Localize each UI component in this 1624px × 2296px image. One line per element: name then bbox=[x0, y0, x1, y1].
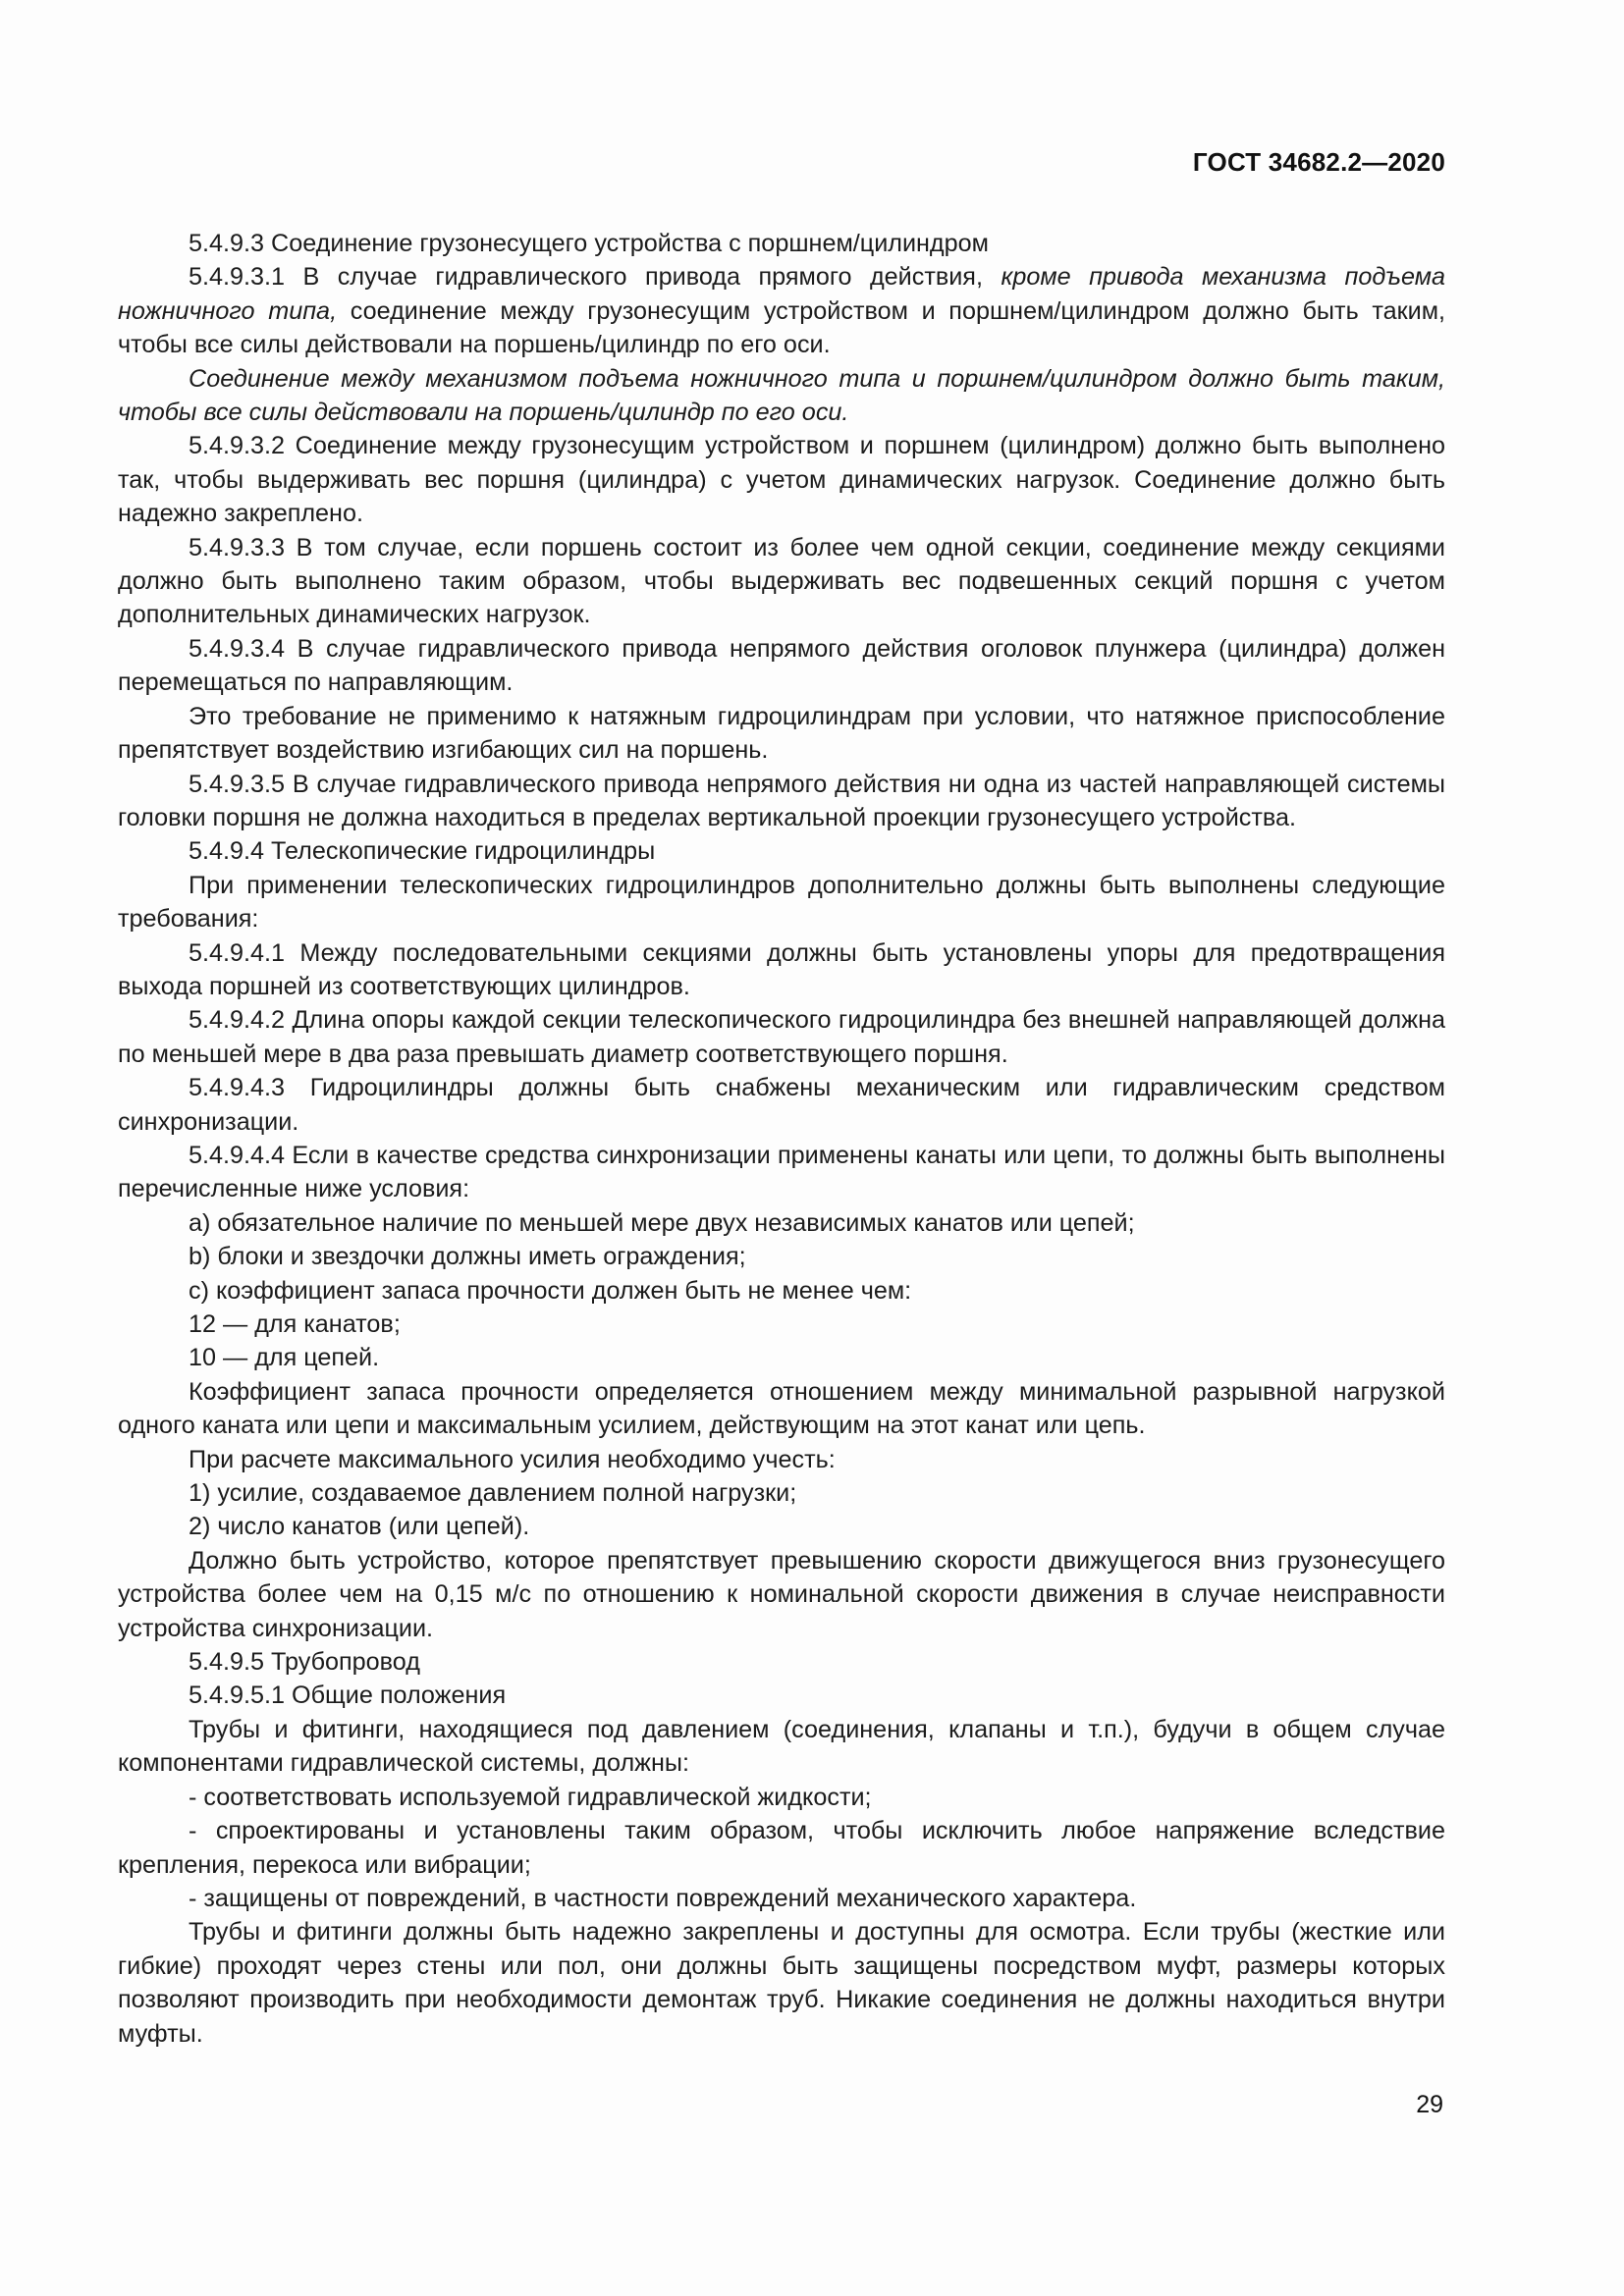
paragraph: 5.4.9.3 Соединение грузонесущего устройства с поршнем/цилиндром bbox=[189, 230, 989, 257]
list-item: b) блоки и звездочки должны иметь ограждения; bbox=[189, 1243, 746, 1271]
paragraph: 5.4.9.3.2 Соединение между грузонесущим устройством и поршнем (цилиндром) должно быть выполнено так, чтобы выдерживать вес поршня (цилиндра) с учетом динамических нагрузок. Соединение должно быть надежно закреплено. bbox=[118, 432, 1445, 528]
list-item: - защищены от повреждений, в частности повреждений механического характера. bbox=[189, 1884, 1137, 1912]
paragraph: Трубы и фитинги должны быть надежно закреплены и доступны для осмотра. Если трубы (жесткие или гибкие) проходят через стены или пол, они должны быть защищены посредством муфт, размеры которых позволяют производить при необходимости демонтаж труб. Никакие соединения не должны находиться внутри муфты. bbox=[118, 1918, 1445, 2048]
paragraph-part-italic: кроме привода механизма подъема ножничного типа, bbox=[118, 263, 1445, 325]
list-item: 2) число канатов (или цепей). bbox=[189, 1513, 530, 1541]
paragraph-part: 5.4.9.3.1 В случае гидравлического привода прямого действия, bbox=[189, 263, 1001, 292]
list-item: 10 — для цепей. bbox=[189, 1344, 380, 1372]
section-heading: 5.4.9.5 Трубопровод bbox=[189, 1648, 420, 1677]
paragraph: Трубы и фитинги, находящиеся под давлением (соединения, клапаны и т.п.), будучи в общем случае компонентами гидравлической системы, должны: bbox=[118, 1715, 1445, 1778]
document-code: ГОСТ 34682.2—2020 bbox=[1192, 147, 1445, 177]
list-item: 1) усилие, создаваемое давлением полной нагрузки; bbox=[189, 1479, 797, 1508]
paragraph: При расчете максимального усилия необходимо учесть: bbox=[189, 1445, 836, 1473]
paragraph: Это требование не применимо к натяжным гидроцилиндрам при условии, что натяжное приспособление препятствует воздействию изгибающих сил на поршень. bbox=[118, 702, 1445, 765]
paragraph: 5.4.9.4.3 Гидроцилиндры должны быть снабжены механическим или гидравлическим средством синхронизации. bbox=[118, 1074, 1445, 1136]
list-item: a) обязательное наличие по меньшей мере двух независимых канатов или цепей; bbox=[189, 1208, 1135, 1237]
list-item: 12 — для канатов; bbox=[189, 1310, 401, 1338]
paragraph-italic: Соединение между механизмом подъема ножничного типа и поршнем/цилиндром должно быть таким, чтобы все силы действовали на поршень/цилиндр по его оси. bbox=[118, 364, 1445, 427]
paragraph: 5.4.9.3.4 В случае гидравлического привода непрямого действия оголовок плунжера (цилиндра) должен перемещаться по направляющим. bbox=[118, 634, 1445, 697]
paragraph: 5.4.9.4.1 Между последовательными секциями должны быть установлены упоры для предотвращения выхода поршней из соответствующих цилиндров. bbox=[118, 938, 1445, 1000]
list-item: - спроектированы и установлены таким образом, чтобы исключить любое напряжение вследствие крепления, перекоса или вибрации; bbox=[118, 1817, 1445, 1879]
paragraph-part: соединение между грузонесущим устройством и поршнем/цилиндром должно быть таким, чтобы все силы действовали на поршень/цилиндр по его оси. bbox=[118, 296, 1446, 359]
paragraph: Должно быть устройство, которое препятствует превышению скорости движущегося вниз грузонесущего устройства более чем на 0,15 м/с по отношению к номинальной скорости движения в случае неисправности устройства синхронизации. bbox=[118, 1546, 1445, 1642]
paragraph: 5.4.9.4.2 Длина опоры каждой секции телескопического гидроцилиндра без внешней направляющей должна по меньшей мере в два раза превышать диаметр соответствующего поршня. bbox=[118, 1006, 1445, 1068]
paragraph: 5.4.9.4.4 Если в качестве средства синхронизации применены канаты или цепи, то должны быть выполнены перечисленные ниже условия: bbox=[118, 1141, 1445, 1203]
paragraph: При применении телескопических гидроцилиндров дополнительно должны быть выполнены следующие требования: bbox=[118, 871, 1445, 934]
page-number: 29 bbox=[1416, 2091, 1443, 2118]
paragraph: Коэффициент запаса прочности определяется отношением между минимальной разрывной нагрузкой одного каната или цепи и максимальным усилием, действующим на этот канат или цепь. bbox=[118, 1377, 1445, 1440]
paragraph: 5.4.9.3.5 В случае гидравлического привода непрямого действия ни одна из частей направляющей системы головки поршня не должна находиться в пределах вертикальной проекции грузонесущего устройства. bbox=[118, 770, 1445, 831]
list-item: c) коэффициент запаса прочности должен быть не менее чем: bbox=[189, 1276, 912, 1305]
list-item: - соответствовать используемой гидравлической жидкости; bbox=[189, 1783, 872, 1811]
section-heading: 5.4.9.4 Телескопические гидроцилиндры bbox=[189, 837, 656, 866]
paragraph-mixed bbox=[118, 260, 1445, 361]
document-body bbox=[118, 227, 1445, 2051]
section-heading: 5.4.9.5.1 Общие положения bbox=[189, 1682, 507, 1710]
paragraph: 5.4.9.3.3 В том случае, если поршень состоит из более чем одной секции, соединение между секциями должно быть выполнено таким образом, чтобы выдерживать вес подвешенных секций поршня с учетом дополнительных динамических нагрузок. bbox=[118, 533, 1445, 629]
